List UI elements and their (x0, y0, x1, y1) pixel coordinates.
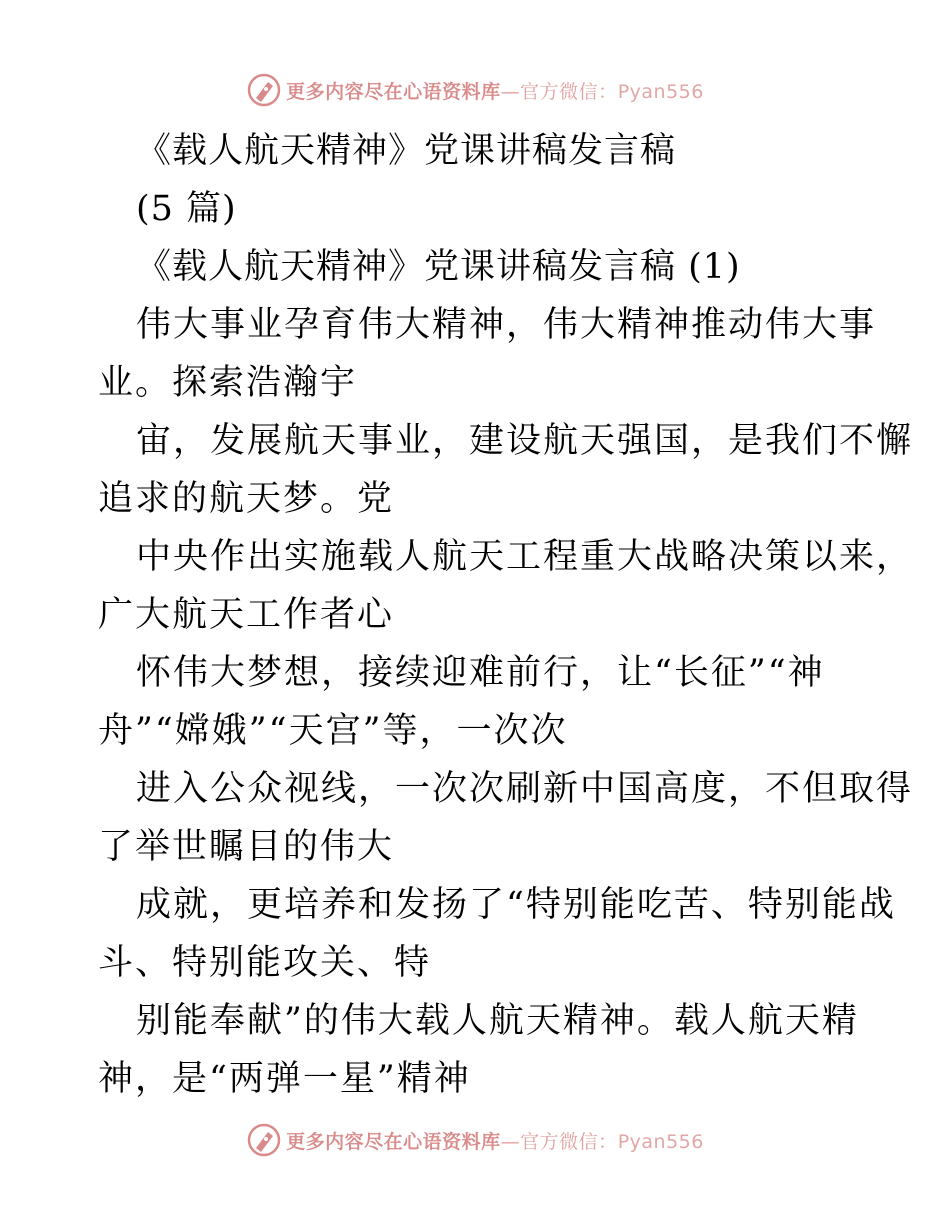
paragraph-line: 了举世瞩目的伟大 (98, 827, 395, 867)
paragraph-line: 伟大事业孕育伟大精神，伟大精神推动伟大事 (136, 305, 877, 345)
footer-banner (0, 1120, 950, 1160)
paragraph-line: 中央作出实施载人航天工程重大战略决策以来， (136, 537, 914, 577)
banner-wechat-id: Pyan556 (617, 1130, 704, 1153)
paragraph-line: 神，是“两弹一星”精神 (98, 1059, 471, 1099)
paragraph-line: 宙，发展航天事业，建设航天强国，是我们不懈 (136, 421, 914, 461)
paragraph-line: 舟”“嫦娥”“天宫”等，一次次 (98, 711, 568, 751)
header-banner (0, 70, 950, 110)
pen-nib-logo-icon (246, 72, 282, 108)
paragraph-line: 成就，更培养和发扬了“特别能吃苦、特别能战 (136, 885, 896, 925)
section-heading: 《载人航天精神》党课讲稿发言稿 (1) (136, 247, 741, 287)
paragraph-line: 怀伟大梦想，接续迎难前行，让“长征”“神 (136, 653, 825, 693)
banner-wechat-id: Pyan556 (617, 80, 704, 103)
banner-text (286, 1127, 704, 1154)
paragraph-line: 追求的航天梦。党 (98, 479, 395, 519)
banner-wechat-label: —官方微信： (500, 1130, 618, 1153)
paragraph-line: 斗、特别能攻关、特 (98, 943, 432, 983)
document-subtitle: (5 篇) (136, 189, 237, 229)
paragraph-line: 进入公众视线，一次次刷新中国高度，不但取得 (136, 769, 914, 809)
pen-nib-logo-icon (246, 1122, 282, 1158)
banner-site-name: 更多内容尽在心语资料库 (286, 1130, 501, 1153)
banner-text (286, 77, 704, 104)
banner-wechat-label: —官方微信： (500, 80, 618, 103)
document-title: 《载人航天精神》党课讲稿发言稿 (136, 131, 677, 171)
paragraph-line: 广大航天工作者心 (98, 595, 395, 635)
paragraph-line: 别能奉献”的伟大载人航天精神。载人航天精 (136, 1001, 859, 1041)
banner-site-name: 更多内容尽在心语资料库 (286, 80, 501, 103)
document-body (98, 122, 914, 1108)
paragraph-line: 业。探索浩瀚宇 (98, 363, 358, 403)
